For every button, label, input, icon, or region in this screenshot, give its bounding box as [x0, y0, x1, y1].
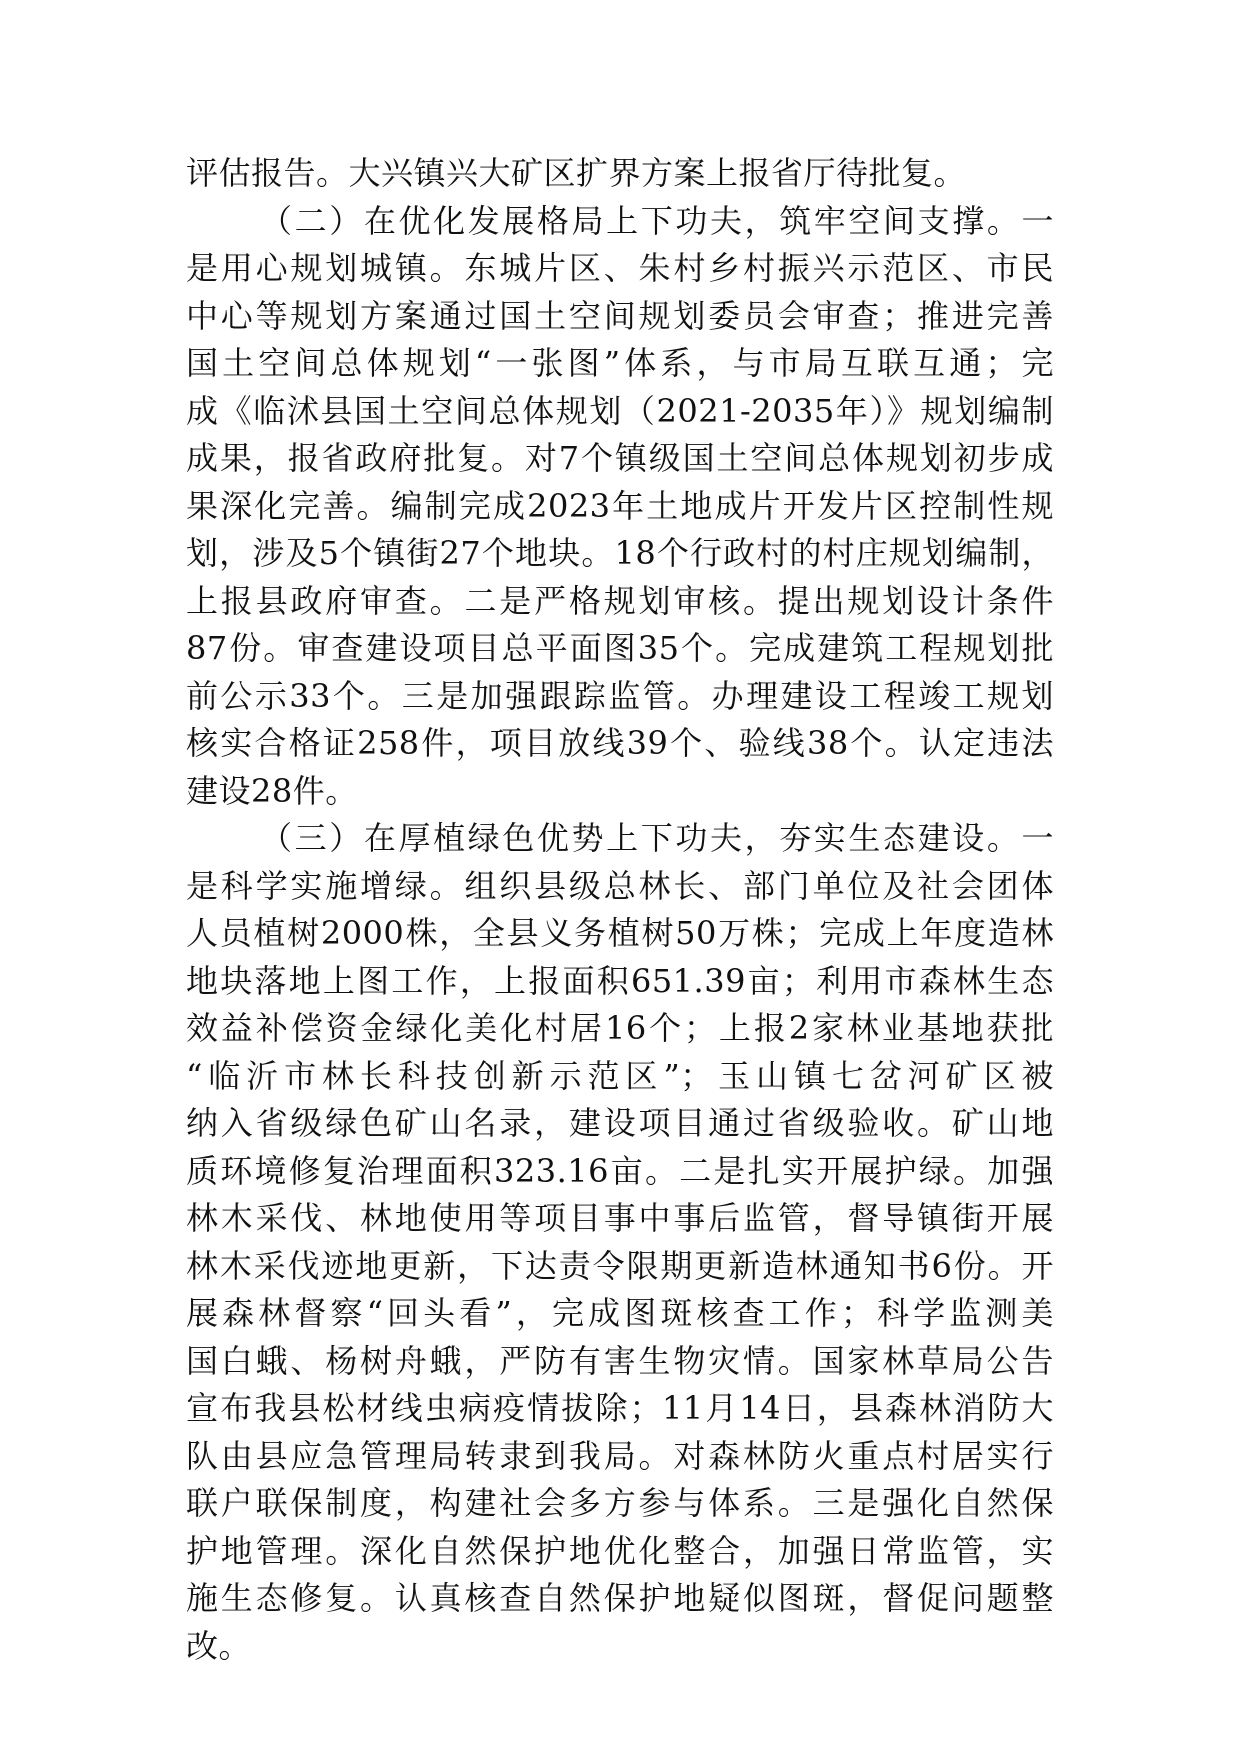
text-line: （三）在厚植绿色优势上下功夫，夯实生态建设。一 [260, 819, 1054, 857]
text-line: 果深化完善。编制完成2023年土地成片开发片区控制性规 [186, 486, 1054, 525]
text-line: 前公示33个。三是加强跟踪监管。办理建设工程竣工规划 [186, 676, 1054, 715]
text-line: 87份。审查建设项目总平面图35个。完成建筑工程规划批 [186, 629, 1054, 667]
text-line: 宣布我县松材线虫病疫情拔除；11月14日，县森林消防大 [186, 1389, 1054, 1427]
text-line: 纳入省级绿色矿山名录，建设项目通过省级验收。矿山地 [186, 1104, 1054, 1142]
text-line: 中心等规划方案通过国土空间规划委员会审查；推进完善 [186, 296, 1054, 335]
text-line: 展森林督察“回头看”，完成图斑核查工作；科学监测美 [186, 1294, 1054, 1332]
text-line: 上报县政府审查。二是严格规划审核。提出规划设计条件 [186, 581, 1054, 620]
text-line: 是用心规划城镇。东城片区、朱村乡村振兴示范区、市民 [186, 249, 1054, 287]
text-line: 改。 [186, 1626, 252, 1665]
text-line: 人员植树2000株，全县义务植树50万株；完成上年度造林 [186, 914, 1054, 952]
text-line: 划，涉及5个镇街27个地块。18个行政村的村庄规划编制， [186, 534, 1054, 572]
text-line: 质环境修复治理面积323.16亩。二是扎实开展护绿。加强 [186, 1151, 1054, 1190]
text-line: 建设28件。 [186, 771, 358, 810]
text-line: 评估报告。大兴镇兴大矿区扩界方案上报省厅待批复。 [186, 154, 967, 192]
text-line: （二）在优化发展格局上下功夫，筑牢空间支撑。一 [260, 201, 1054, 240]
document-body [186, 150, 1054, 1670]
text-line: 国白蛾、杨树舟蛾，严防有害生物灾情。国家林草局公告 [186, 1341, 1054, 1380]
text-line: 林木采伐、林地使用等项目事中事后监管，督导镇街开展 [186, 1199, 1054, 1237]
text-line: 护地管理。深化自然保护地优化整合，加强日常监管，实 [186, 1531, 1054, 1570]
text-line: 成果，报省政府批复。对7个镇级国土空间总体规划初步成 [186, 439, 1054, 477]
text-line: 成《临沭县国土空间总体规划（2021-2035年）》规划编制 [186, 391, 1054, 430]
text-line: 林木采伐迹地更新，下达责令限期更新造林通知书6份。开 [186, 1246, 1054, 1285]
text-line: 联户联保制度，构建社会多方参与体系。三是强化自然保 [186, 1484, 1054, 1522]
text-line: 国土空间总体规划“一张图”体系，与市局互联互通；完 [186, 344, 1054, 382]
text-line: 核实合格证258件，项目放线39个、验线38个。认定违法 [186, 724, 1054, 762]
text-line: 地块落地上图工作，上报面积651.39亩；利用市森林生态 [186, 961, 1054, 1000]
text-line: 是科学实施增绿。组织县级总林长、部门单位及社会团体 [186, 866, 1054, 905]
text-line: “临沂市林长科技创新示范区”；玉山镇七岔河矿区被 [186, 1056, 1054, 1095]
text-line: 效益补偿资金绿化美化村居16个；上报2家林业基地获批 [186, 1009, 1054, 1047]
text-line: 施生态修复。认真核查自然保护地疑似图斑，督促问题整 [186, 1579, 1054, 1617]
text-line: 队由县应急管理局转隶到我局。对森林防火重点村居实行 [186, 1436, 1054, 1475]
